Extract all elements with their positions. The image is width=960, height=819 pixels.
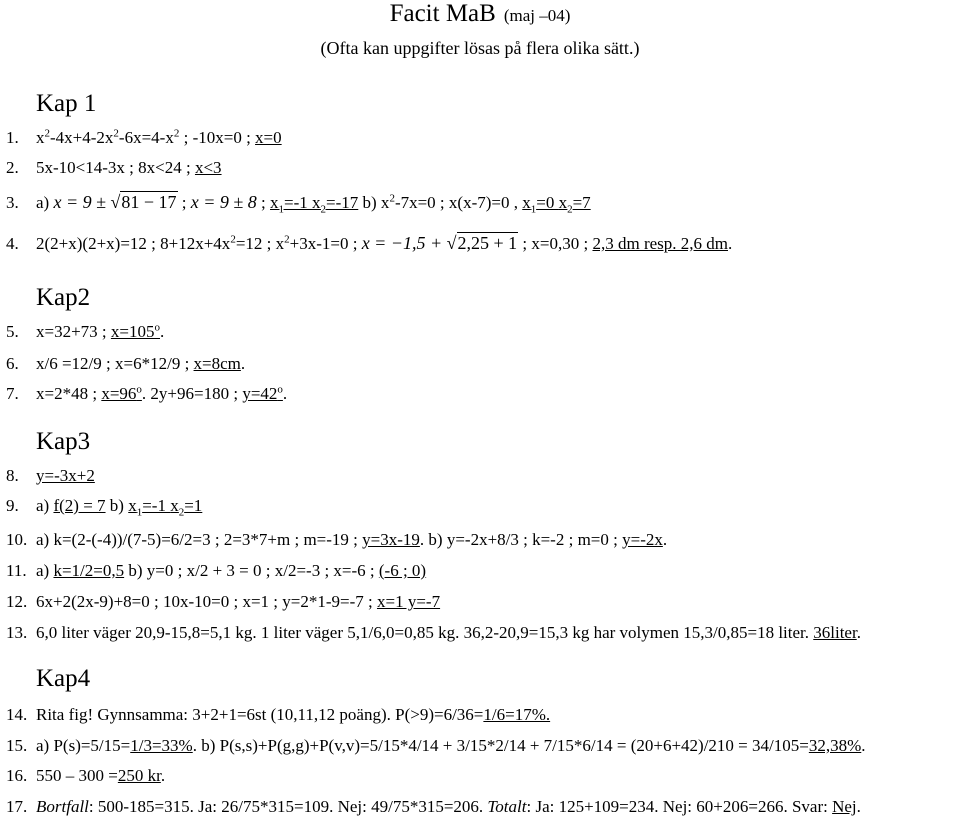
item-number: 5. bbox=[6, 322, 19, 341]
answer-3: 3. a) x = 9 ± √81 − 17 ; x = 9 ± 8 ; $x_1=-1$ $x_2=-17$ b) $x^2-7x=0$ ; x(x-7)=0 , $x_1=0$ $x_2=7$ bbox=[6, 192, 591, 216]
answer-12: 12. 6x+2(2x-9)+8=0 ; 10x-10=0 ; x=1 ; y=2*1-9=-7 ; x=1 y=-7 bbox=[6, 592, 441, 611]
answer-15: 15. a) P(s)=5/15=1/3=33%. b) P(s,s)+P(g,g)+P(v,v)=5/15*4/14 + 3/15*2/14 + 7/15*6/14 = (20+6+42)/210 = 34/105=32,38%. bbox=[6, 736, 866, 755]
item-number: 17. bbox=[6, 797, 28, 816]
title-date: (maj –04) bbox=[503, 6, 571, 25]
formula: x = −1,5 + bbox=[361, 233, 447, 253]
item-number: 2. bbox=[6, 158, 19, 177]
item-number: 8. bbox=[6, 466, 19, 485]
item-number: 12. bbox=[6, 592, 28, 611]
answer-2: 2. 5x-10<14-3x ; 8x<24 ; x<3 bbox=[6, 158, 222, 177]
item-number: 1. bbox=[6, 128, 19, 147]
answer-16: 16. 550 – 300 =250 kr. bbox=[6, 766, 166, 785]
formula: x = 9 ± bbox=[53, 192, 111, 212]
sqrt-sign: √ bbox=[446, 233, 457, 253]
item-number: 9. bbox=[6, 496, 19, 515]
answer-10: 10. a) k=(2-(-4))/(7-5)=6/2=3 ; 2=3*7+m ; m=-19 ; y=3x-19. b) y=-2x+8/3 ; k=-2 ; m=0 ; y=-2x. bbox=[6, 530, 668, 549]
heading-kap2: Kap2 bbox=[36, 284, 91, 311]
heading-kap4: Kap4 bbox=[36, 665, 91, 692]
item-number: 13. bbox=[6, 623, 28, 642]
answer-9: 9. a) f(2) = 7 b) $x_1=-1$ $x_2=1$ bbox=[6, 496, 203, 519]
item-number: 14. bbox=[6, 705, 28, 724]
item-number: 4. bbox=[6, 234, 19, 253]
item-number: 11. bbox=[6, 561, 27, 580]
answer-4: 4. 2(2+x)(2+x)=12 ; $8+12x+4x^2=12$ ; $x^2+3x-1=0$ ; x = −1,5 + √2,25 + 1 ; x=0,30 ; 2,3 dm resp. 2,6 dm. bbox=[6, 233, 733, 253]
sqrt-sign: √ bbox=[110, 192, 121, 212]
heading-kap3: Kap3 bbox=[36, 428, 91, 455]
title-text: Facit MaB bbox=[389, 0, 496, 27]
answer-5: 5. x=32+73 ; $x=105^o$. bbox=[6, 321, 165, 341]
item-number: 3. bbox=[6, 193, 19, 212]
item-number: 15. bbox=[6, 736, 28, 755]
item-number: 10. bbox=[6, 530, 28, 549]
item-number: 7. bbox=[6, 384, 19, 403]
answer-6: 6. x/6 =12/9 ; x=6*12/9 ; x=8cm. bbox=[6, 354, 246, 373]
answer-13: 13. 6,0 liter väger 20,9-15,8=5,1 kg. 1 liter väger 5,1/6,0=0,85 kg. 36,2-20,9=15,3 kg har volymen 15,3/0,85=18 liter. 36liter. bbox=[6, 623, 861, 642]
heading-kap1: Kap 1 bbox=[36, 90, 97, 117]
item-number: 6. bbox=[6, 354, 19, 373]
item-number: 16. bbox=[6, 766, 28, 785]
page-title bbox=[0, 0, 960, 28]
answer-14: 14. Rita fig! Gynnsamma: 3+2+1=6st (10,11,12 poäng). P(>9)=6/36=1/6=17%. bbox=[6, 705, 551, 724]
answer-8: 8. y=-3x+2 bbox=[6, 466, 95, 485]
answer-11: 11. a) k=1/2=0,5 b) y=0 ; x/2 + 3 = 0 ; x/2=-3 ; x=-6 ; (-6 ; 0) bbox=[6, 561, 427, 580]
answer-17: 17. Bortfall: 500-185=315. Ja: 26/75*315=109. Nej: 49/75*315=206. Totalt: Ja: 125+109=234. Nej: 60+206=266. Svar: Nej. bbox=[6, 797, 861, 816]
answer-7: 7. x=2*48 ; $x=96^o$. 2y+96=180 ; $y=42^o$. bbox=[6, 383, 288, 403]
answer-1: 1. $x^2-4x+4-2x^2-6x=4-x^2$ ; -10x=0 ; x=0 bbox=[6, 127, 282, 147]
page-subtitle: (Ofta kan uppgifter lösas på flera olika sätt.) bbox=[320, 38, 640, 58]
